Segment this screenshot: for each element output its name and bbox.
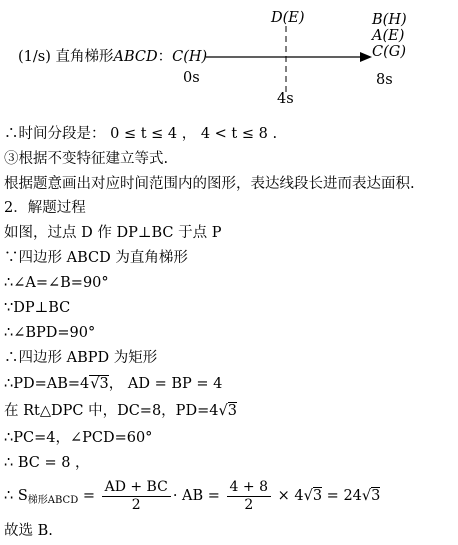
area-symbol: ∴ S — [4, 488, 28, 504]
invariant-step-line: ③根据不变特征建立等式. — [4, 151, 169, 167]
radicand: 3 — [312, 488, 323, 504]
sqrt-three: √3 — [361, 488, 381, 504]
equals: = — [78, 488, 100, 504]
fraction-2-denominator: 2 — [244, 496, 254, 513]
radicand: 3 — [227, 403, 237, 419]
radicand: 3 — [371, 488, 381, 504]
triangle-given: 在 Rt△DPC 中，DC=8，PD=4 — [4, 403, 219, 419]
end-label-1: B(H) — [372, 12, 407, 28]
start-point-label: C(H) — [172, 49, 208, 65]
diagram-speed-label — [18, 47, 207, 67]
end-label-2: A(E) — [372, 28, 405, 44]
times-four: × 4 — [273, 488, 304, 504]
colon: ： — [157, 49, 173, 65]
sqrt-three: √3 — [303, 488, 323, 504]
proof-line-9: ∴ BC = 8 ， — [4, 455, 90, 471]
pd-equals: ∴PD=AB=4 — [4, 376, 90, 392]
area-subscript: 梯形ABCD — [27, 495, 79, 506]
proof-line-5: ∴四边形 ABPD 为矩形 — [4, 350, 158, 366]
sqrt-three: √3 — [90, 376, 109, 392]
fraction-2 — [227, 479, 271, 514]
times-ab: · AB = — [172, 488, 225, 504]
solution-heading: 2．解题过程 — [4, 200, 86, 216]
fraction-2-numerator: 4 + 8 — [227, 479, 271, 497]
speed-prefix: (1/s) 直角梯形 — [18, 49, 114, 65]
fraction-1-denominator: 2 — [131, 496, 141, 513]
proof-line-1: ∵四边形 ABCD 为直角梯形 — [4, 250, 188, 266]
construction-line: 如图，过点 D 作 DP⊥BC 于点 P — [4, 225, 222, 241]
fraction-1 — [102, 479, 171, 514]
fraction-1-numerator: AD + BC — [102, 479, 171, 497]
equals-24: = 24 — [322, 488, 362, 504]
time-mid-label: 4s — [277, 91, 294, 107]
draw-figure-line: 根据题意画出对应时间范围内的图形，表达线段长进而表达面积. — [4, 176, 415, 192]
proof-line-4: ∴∠BPD=90° — [4, 325, 96, 341]
ad-equals: ， AD = BP = 4 — [108, 376, 223, 392]
trapezoid-name: ABCD — [113, 49, 158, 65]
proof-line-6 — [4, 374, 222, 394]
proof-line-7 — [4, 401, 237, 421]
end-label-3: C(G) — [372, 44, 406, 60]
proof-line-8: ∴PC=4，∠PCD=60° — [4, 430, 153, 446]
time-start-label: 0s — [183, 70, 200, 86]
time-segments-line: ∴时间分段是： 0 ≤ t ≤ 4 ， 4 < t ≤ 8 . — [4, 126, 278, 142]
mid-point-label: D(E) — [271, 10, 305, 26]
answer-line: 故选 B. — [4, 523, 53, 539]
radicand: 3 — [99, 376, 109, 392]
time-axis-arrowhead — [360, 52, 372, 62]
area-formula-line — [4, 478, 380, 519]
time-end-label: 8s — [376, 72, 393, 88]
proof-line-3: ∵DP⊥BC — [4, 300, 71, 316]
proof-line-2: ∴∠A=∠B=90° — [4, 275, 109, 291]
sqrt-three: √3 — [218, 403, 237, 419]
